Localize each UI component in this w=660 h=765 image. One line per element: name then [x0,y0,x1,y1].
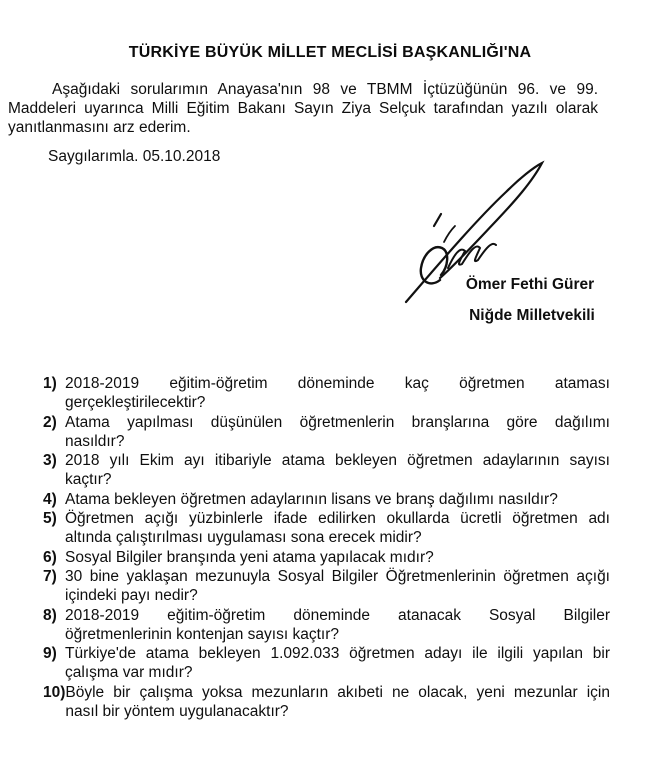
question-number: 3) [43,452,57,470]
question-item [43,413,610,452]
question-item [43,548,610,567]
question-number: 2) [43,413,57,431]
question-text [65,413,610,452]
question-text [65,606,610,645]
question-line: Türkiye'de atama bekleyen 1.092.033 öğretmen adayı ile ilgili yapılan bir [65,645,610,663]
question-number: 10) [43,683,66,701]
question-line: Öğretmen açığı yüzbinlerle ifade edilirken okullarda ücretli öğretmen adı [65,510,610,528]
question-number: 7) [43,567,57,585]
question-line: altında çalıştırılması uygulaması sona erecek midir? [65,529,422,547]
question-number: 1) [43,375,57,392]
question-number: 6) [43,548,57,566]
question-number: 9) [43,645,57,663]
body-paragraph [8,80,598,137]
question-item [43,374,610,413]
question-line: Sosyal Bilgiler branşında yeni atama yapılacak mıdır? [65,548,434,566]
question-text [65,567,610,606]
question-line: çalışma var mıdır? [65,664,193,682]
question-line: gerçekleştirilecektir? [65,394,206,412]
question-item [43,644,610,683]
body-paragraph-line: Maddeleri uyarınca Milli Eğitim Bakanı Sayın Ziya Selçuk tarafından yazılı olarak [8,100,598,117]
signatory-name: Ömer Fethi Gürer [465,276,595,293]
signatory-role: Niğde Milletvekili [469,307,595,324]
body-paragraph-line: yanıtlanmasını arz ederim. [8,119,191,136]
question-line: Atama bekleyen öğretmen adaylarının lisans ve branş dağılımı nasıldır? [65,490,558,508]
question-line: 30 bine yaklaşan mezunuyla Sosyal Bilgiler Öğretmenlerinin öğretmen açığı [65,567,610,585]
body-paragraph-line: Aşağıdaki sorularımın Anayasa'nın 98 ve TBMM İçtüzüğünün 96. ve 99. [52,81,598,98]
question-line: 2018-2019 eğitim-öğretim döneminde atanacak Sosyal Bilgiler [65,606,610,624]
question-text [65,548,610,567]
question-item [43,606,610,645]
question-item [43,451,610,490]
question-number: 4) [43,490,57,508]
question-text [65,644,610,683]
question-line: kaçtır? [65,471,112,489]
question-line: içindeki payı nedir? [65,587,198,605]
question-text [65,683,610,722]
question-line: nasıldır? [65,432,125,450]
question-text [65,490,610,509]
question-line: 2018-2019 eğitim-öğretim döneminde kaç öğretmen ataması [65,375,610,392]
question-number: 8) [43,606,57,624]
signoff-date-line: Saygılarımla. 05.10.2018 [48,148,221,165]
question-item [43,683,610,722]
question-line: öğretmenlerinin kontenjan sayısı kaçtır? [65,625,339,643]
question-line: nasıl bir yöntem uygulanacaktır? [65,703,289,721]
question-text [65,509,610,548]
question-number: 5) [43,510,57,528]
question-text [65,451,610,490]
document-title: TÜRKİYE BÜYÜK MİLLET MECLİSİ BAŞKANLIĞI'NA [128,44,532,61]
question-line: 2018 yılı Ekim ayı itibariyle atama bekleyen öğretmen adaylarının sayısı [65,452,610,470]
question-item [43,509,610,548]
question-item [43,567,610,606]
questions-list [43,374,610,721]
question-item [43,490,610,509]
question-line: Böyle bir çalışma yoksa mezunların akıbeti ne olacak, yeni mezunlar için [65,683,610,701]
question-text [65,374,610,413]
question-line: Atama yapılması düşünülen öğretmenlerin branşlarına göre dağılımı [65,413,610,431]
